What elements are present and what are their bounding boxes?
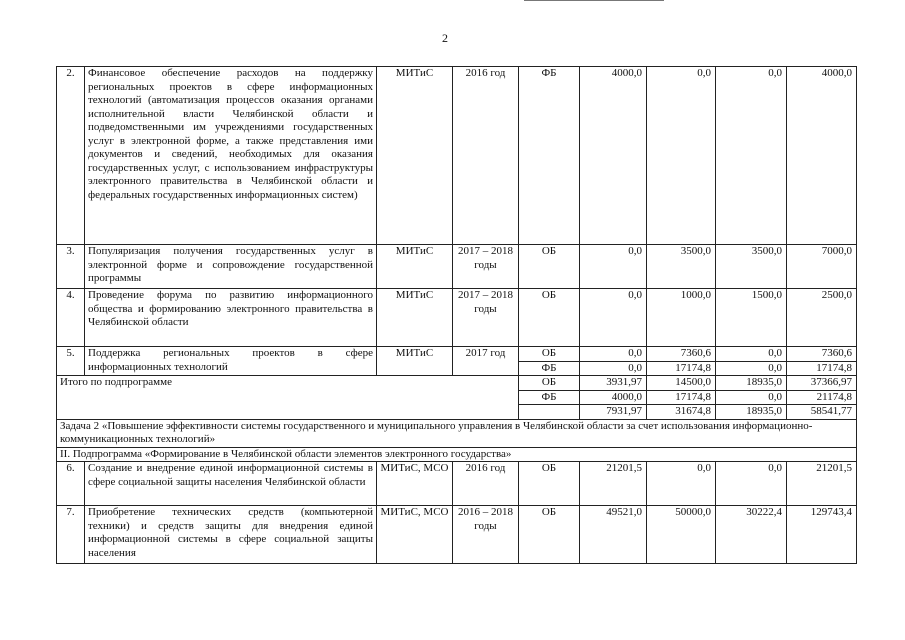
row-number: 4. bbox=[57, 289, 85, 347]
value-2016: 7931,97 bbox=[580, 405, 647, 420]
subprogram-heading: II. Подпрограмма «Формирование в Челябинской области элементов электронного государства» bbox=[57, 447, 857, 462]
value-2016: 0,0 bbox=[580, 245, 647, 289]
executor: МИТиС bbox=[377, 347, 453, 376]
table-row bbox=[57, 289, 857, 347]
funding-source: ФБ bbox=[519, 67, 580, 245]
value-total: 4000,0 bbox=[787, 67, 857, 245]
value-total: 58541,77 bbox=[787, 405, 857, 420]
funding-source: ОБ bbox=[519, 376, 580, 391]
value-2016: 0,0 bbox=[580, 347, 647, 362]
value-2017: 7360,6 bbox=[647, 347, 716, 362]
value-2018: 0,0 bbox=[716, 462, 787, 506]
activity-name: Приобретение технических средств (компьютерной техники) и средств защиты для внедрения единой информационной системы в сфере социальной защиты населения bbox=[85, 506, 377, 564]
task-heading: Задача 2 «Повышение эффективности системы государственного и муниципального управления в Челябинской области за счет использования информационно-коммуникационных технологий» bbox=[57, 419, 857, 447]
value-2016: 4000,0 bbox=[580, 67, 647, 245]
task-row bbox=[57, 419, 857, 447]
subtotal-label: Итого по подпрограмме bbox=[57, 376, 519, 420]
table-row bbox=[57, 245, 857, 289]
funding-source: ФБ bbox=[519, 361, 580, 376]
value-total: 7360,6 bbox=[787, 347, 857, 362]
activity-name: Финансовое обеспечение расходов на поддержку региональных проектов в сфере информационных технологий (автоматизация процессов оказания органами исполнительной власти Челябинской области и подведомственными им учреждениями государственных услуг в электронной форме, а также представления ими документов и сведений, необходимых для оказания государственных услуг, с использованием инфраструктуры электронного правительства в Челябинской области и федеральных государственных информационных систем) bbox=[85, 67, 377, 245]
executor: МИТиС bbox=[377, 245, 453, 289]
table-row bbox=[57, 347, 857, 362]
table-row bbox=[57, 462, 857, 506]
period: 2017 – 2018 годы bbox=[453, 289, 519, 347]
row-number: 5. bbox=[57, 347, 85, 376]
period: 2016 год bbox=[453, 462, 519, 506]
value-2018: 3500,0 bbox=[716, 245, 787, 289]
value-2016: 21201,5 bbox=[580, 462, 647, 506]
value-2017: 0,0 bbox=[647, 67, 716, 245]
value-2018: 0,0 bbox=[716, 390, 787, 405]
row-number: 3. bbox=[57, 245, 85, 289]
activity-name: Создание и внедрение единой информационной системы в сфере социальной защиты населения Челябинской области bbox=[85, 462, 377, 506]
value-2018: 0,0 bbox=[716, 67, 787, 245]
value-2017: 50000,0 bbox=[647, 506, 716, 564]
value-2017: 14500,0 bbox=[647, 376, 716, 391]
period: 2017 год bbox=[453, 347, 519, 376]
value-total: 17174,8 bbox=[787, 361, 857, 376]
table-row bbox=[57, 67, 857, 245]
funding-source: ОБ bbox=[519, 245, 580, 289]
value-2016: 3931,97 bbox=[580, 376, 647, 391]
funding-source: ОБ bbox=[519, 462, 580, 506]
value-total: 21174,8 bbox=[787, 390, 857, 405]
value-total: 7000,0 bbox=[787, 245, 857, 289]
value-2017: 17174,8 bbox=[647, 390, 716, 405]
activity-name: Популяризация получения государственных услуг в электронной форме и сопровождение государственной программы bbox=[85, 245, 377, 289]
activity-name: Проведение форума по развитию информационного общества и формированию электронного правительства в Челябинской области bbox=[85, 289, 377, 347]
value-2017: 31674,8 bbox=[647, 405, 716, 420]
row-number: 7. bbox=[57, 506, 85, 564]
funding-source: ОБ bbox=[519, 289, 580, 347]
funding-source: ОБ bbox=[519, 347, 580, 362]
period: 2017 – 2018 годы bbox=[453, 245, 519, 289]
value-2018: 30222,4 bbox=[716, 506, 787, 564]
value-2017: 1000,0 bbox=[647, 289, 716, 347]
value-2018: 18935,0 bbox=[716, 405, 787, 420]
executor: МИТиС bbox=[377, 289, 453, 347]
row-number: 6. bbox=[57, 462, 85, 506]
value-total: 21201,5 bbox=[787, 462, 857, 506]
row-number: 2. bbox=[57, 67, 85, 245]
period: 2016 – 2018 годы bbox=[453, 506, 519, 564]
funding-source bbox=[519, 405, 580, 420]
value-2017: 0,0 bbox=[647, 462, 716, 506]
program-table bbox=[56, 66, 857, 564]
subprogram-row bbox=[57, 447, 857, 462]
executor: МИТиС, МСО bbox=[377, 506, 453, 564]
subtotal-row bbox=[57, 376, 857, 391]
value-2016: 0,0 bbox=[580, 289, 647, 347]
funding-source: ФБ bbox=[519, 390, 580, 405]
value-2018: 18935,0 bbox=[716, 376, 787, 391]
value-total: 37366,97 bbox=[787, 376, 857, 391]
executor: МИТиС, МСО bbox=[377, 462, 453, 506]
value-2017: 17174,8 bbox=[647, 361, 716, 376]
table-row bbox=[57, 506, 857, 564]
value-2018: 1500,0 bbox=[716, 289, 787, 347]
activity-name: Поддержка региональных проектов в сфере информационных технологий bbox=[85, 347, 377, 376]
period: 2016 год bbox=[453, 67, 519, 245]
value-2018: 0,0 bbox=[716, 347, 787, 362]
value-2016: 0,0 bbox=[580, 361, 647, 376]
value-2016: 4000,0 bbox=[580, 390, 647, 405]
executor: МИТиС bbox=[377, 67, 453, 245]
value-2017: 3500,0 bbox=[647, 245, 716, 289]
top-rule bbox=[524, 0, 664, 1]
page-number: 2 bbox=[442, 31, 448, 45]
value-2016: 49521,0 bbox=[580, 506, 647, 564]
value-total: 129743,4 bbox=[787, 506, 857, 564]
value-2018: 0,0 bbox=[716, 361, 787, 376]
funding-source: ОБ bbox=[519, 506, 580, 564]
value-total: 2500,0 bbox=[787, 289, 857, 347]
